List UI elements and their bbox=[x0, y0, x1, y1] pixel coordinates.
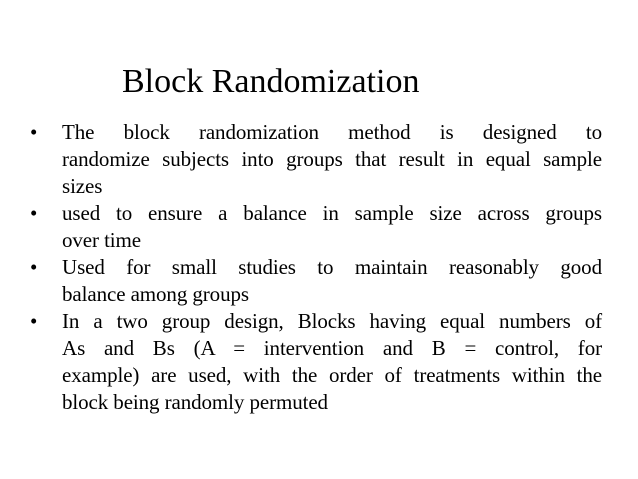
bullet-list bbox=[30, 119, 602, 416]
bullet-text-line: As and Bs (A = intervention and B = control, for bbox=[62, 336, 602, 360]
bullet-marker: • bbox=[30, 201, 38, 225]
bullet-text-line: example) are used, with the order of treatments within the bbox=[62, 363, 602, 387]
bullet-text-line: In a two group design, Blocks having equal numbers of bbox=[62, 309, 602, 333]
bullet-text-line: used to ensure a balance in sample size across groups bbox=[62, 201, 602, 225]
bullet-text-line: balance among groups bbox=[62, 282, 249, 306]
bullet-item bbox=[30, 119, 602, 200]
bullet-text-line: randomize subjects into groups that result in equal sample bbox=[62, 147, 602, 171]
bullet-text-line: Used for small studies to maintain reasonably good bbox=[62, 255, 602, 279]
bullet-text-line: sizes bbox=[62, 174, 103, 198]
bullet-marker: • bbox=[30, 255, 38, 279]
bullet-text-line: block being randomly permuted bbox=[62, 390, 328, 414]
bullet-marker: • bbox=[30, 120, 38, 144]
bullet-item bbox=[30, 308, 602, 416]
slide-title: Block Randomization bbox=[122, 63, 420, 100]
bullet-text-line: The block randomization method is designed to bbox=[62, 120, 602, 144]
bullet-marker: • bbox=[30, 309, 38, 333]
bullet-item bbox=[30, 200, 602, 254]
bullet-text-line: over time bbox=[62, 228, 141, 252]
bullet-item bbox=[30, 254, 602, 308]
